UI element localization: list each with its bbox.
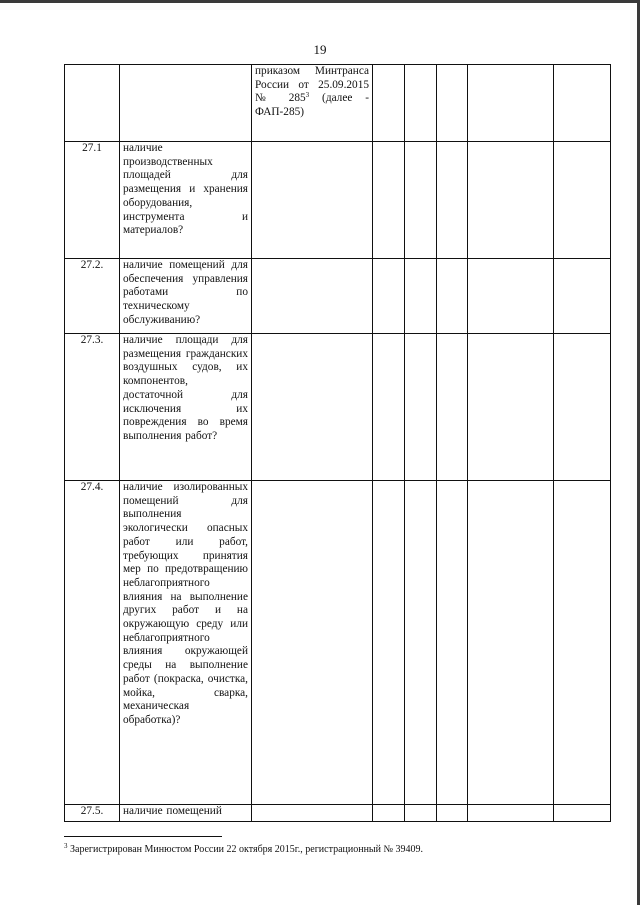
cell-requirement-reference (252, 65, 373, 142)
cell-comment (468, 259, 554, 334)
row-number: 27.2. (65, 259, 120, 334)
cell-comment (468, 65, 554, 142)
cell-comment (468, 481, 554, 805)
reference-text-after: (далее - ФАП-285) (255, 92, 369, 119)
table-row (65, 142, 611, 259)
cell-na (437, 481, 468, 805)
cell-extra (554, 65, 611, 142)
cell-question (120, 65, 252, 142)
cell-comment (468, 142, 554, 259)
cell-na (437, 334, 468, 481)
table-row (65, 805, 611, 822)
cell-comment (468, 805, 554, 822)
cell-extra (554, 805, 611, 822)
checklist-table (64, 64, 611, 822)
row-number: 27.5. (65, 805, 120, 822)
cell-requirement (252, 142, 373, 259)
table-row (65, 259, 611, 334)
footnote-ref: 3 (305, 91, 310, 100)
cell-no (405, 334, 437, 481)
cell-requirement (252, 259, 373, 334)
footnote (64, 844, 624, 856)
cell-no (405, 481, 437, 805)
cell-extra (554, 259, 611, 334)
cell-yes (373, 481, 405, 805)
footnote-text: Зарегистрирован Минюстом России 22 октября 2015г., регистрационный № 39409. (67, 844, 424, 855)
row-question: наличие помещений для обеспечения управления работами по техническому обслуживанию? (120, 259, 252, 334)
cell-requirement (252, 481, 373, 805)
cell-na (437, 805, 468, 822)
reference-text: приказом Минтранса России от 25.09.2015 № 285 (255, 65, 369, 105)
cell-na (437, 142, 468, 259)
table-row (65, 481, 611, 805)
footnote-marker: 3 (64, 842, 68, 850)
cell-yes (373, 142, 405, 259)
cell-extra (554, 334, 611, 481)
cell-requirement (252, 805, 373, 822)
cell-num (65, 65, 120, 142)
cell-no (405, 259, 437, 334)
table-row (65, 334, 611, 481)
cell-comment (468, 334, 554, 481)
row-question: наличие помещений (120, 805, 252, 822)
row-question: наличие изолированных помещений для выполнения экологически опасных работ или работ, требующих принятия мер по предотвращению неблагоприятного влияния на выполнение других работ и на окружающую среду или неблагоприятного влияния окружающей среды на выполнение работ (покраска, очистка, мойка, сварка, механическая обработка)? (120, 481, 252, 805)
row-question: наличие площади для размещения гражданских воздушных судов, их компонентов, достаточной для исключения их повреждения во время выполнения работ? (120, 334, 252, 481)
row-number: 27.3. (65, 334, 120, 481)
cell-na (437, 65, 468, 142)
cell-extra (554, 481, 611, 805)
page-number: 19 (313, 42, 327, 57)
cell-no (405, 65, 437, 142)
page-top-edge (0, 0, 640, 3)
cell-no (405, 805, 437, 822)
cell-requirement (252, 334, 373, 481)
cell-no (405, 142, 437, 259)
row-number: 27.4. (65, 481, 120, 805)
cell-extra (554, 142, 611, 259)
footnote-separator (64, 836, 222, 837)
table-row-header-continuation (65, 65, 611, 142)
row-number: 27.1 (65, 142, 120, 259)
cell-yes (373, 65, 405, 142)
cell-yes (373, 334, 405, 481)
cell-yes (373, 805, 405, 822)
row-question: наличие производственных площадей для размещения и хранения оборудования, инструмента и материалов? (120, 142, 252, 259)
cell-na (437, 259, 468, 334)
cell-yes (373, 259, 405, 334)
